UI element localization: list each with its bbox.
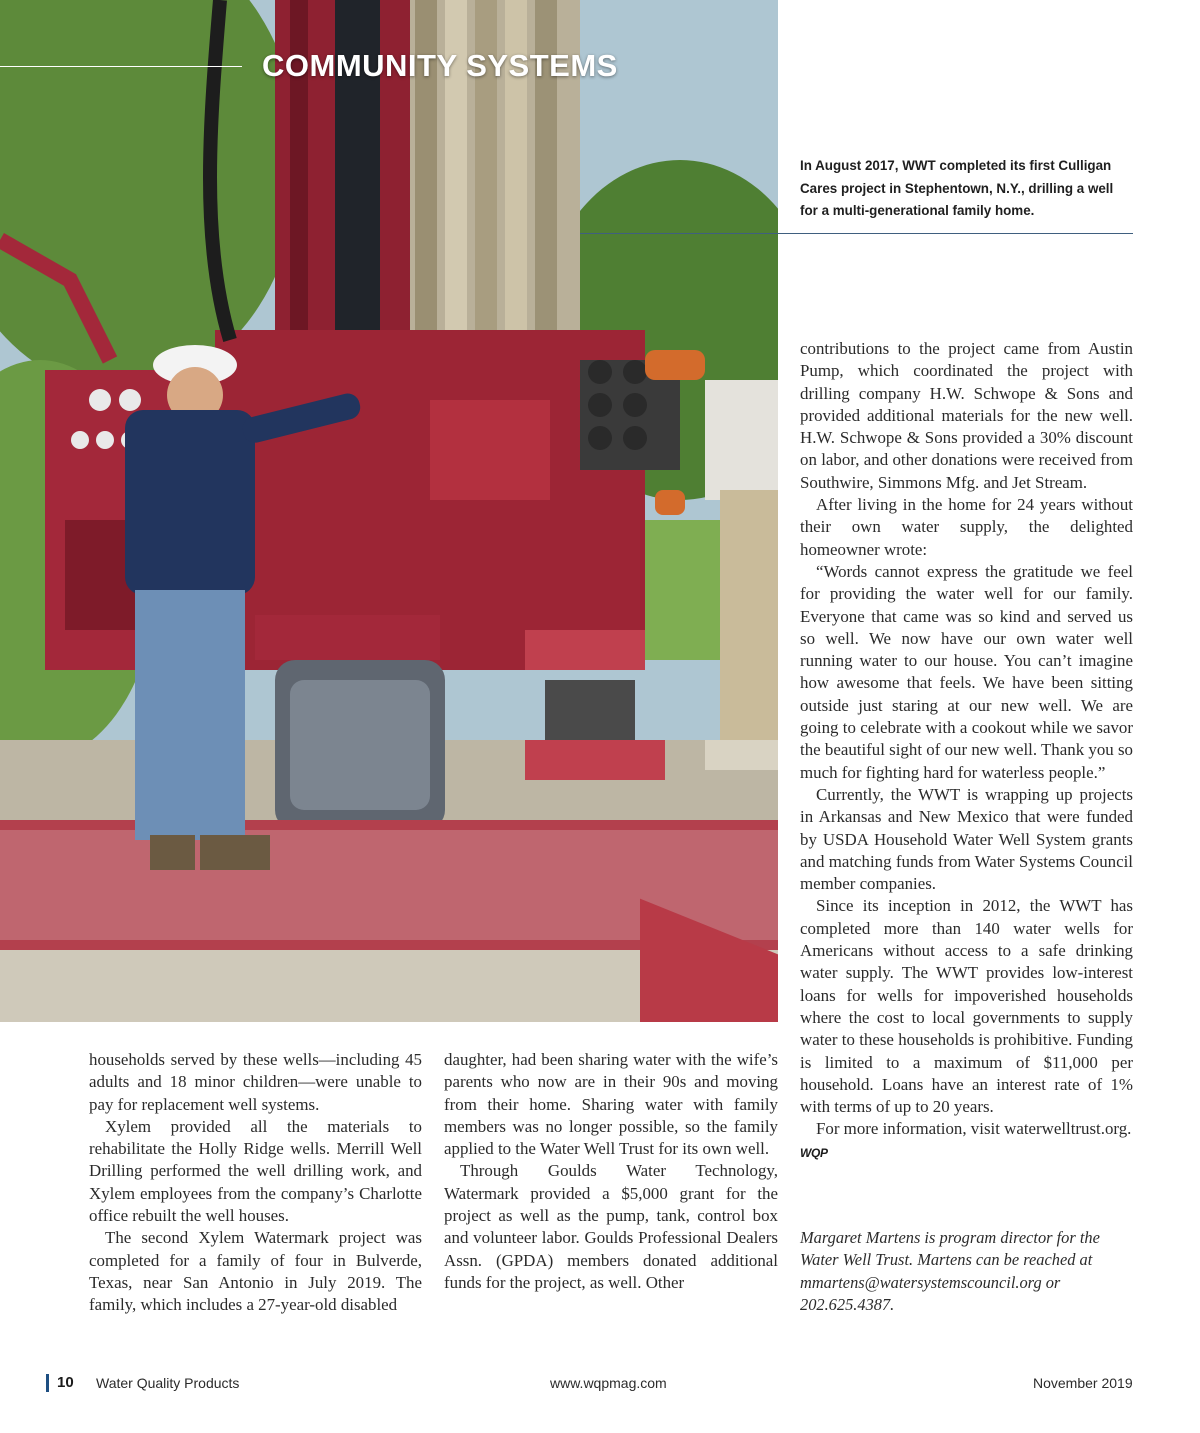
caption-rule [580,233,1133,234]
website-url: www.wqpmag.com [550,1375,667,1391]
closing-paragraph [800,1118,1133,1164]
paragraph: Xylem provided all the materials to rehabilitate the Holly Ridge wells. Merrill Well Drilling performed the well drilling work, and Xylem employees from the company’s Charlotte office rebuilt the well houses. [89,1116,422,1226]
section-title: COMMUNITY SYSTEMS [262,48,618,83]
article-column-1 [89,1049,422,1317]
quote-paragraph: “Words cannot express the gratitude we feel for providing the water well for our family. Everyone that came was so kind and served us so well. We now have our own water well running water to our house. You can’t imagine how awesome that feels. We have been sitting outside just staring at our new well. We are going to celebrate with a cookout while we savor the beautiful sight of our new well. Thank you so much for fighting hard for waterless people.” [800,561,1133,782]
paragraph: After living in the home for 24 years without their own water supply, the delighted homeowner wrote: [800,495,1133,559]
author-bio: Margaret Martens is program director for the Water Well Trust. Martens can be reached at mmartens@watersystemscouncil.org or 202.625.4387. [800,1228,1100,1315]
paragraph: Since its inception in 2012, the WWT has completed more than 140 water wells for Americans without access to a safe drinking water supply. The WWT provides low-interest loans for wells for impoverished households where the cost to local governments to supply water to these households is prohibitive. Funding is limited to a maximum of $11,000 per household. Loans have an interest rate of 1% with terms of up to 20 years. [800,896,1133,1117]
photo-caption: In August 2017, WWT completed its first Culligan Cares project in Stephentown, N.Y., drilling a well for a multi-generational family home. [800,158,1114,218]
article-column-2 [444,1049,778,1294]
paragraph: Currently, the WWT is wrapping up projects in Arkansas and New Mexico that were funded by USDA Household Water Well System grants and matching funds from Water Systems Council member companies. [800,784,1133,894]
paragraph: households served by these wells—including 45 adults and 18 minor children—were unable to pay for replacement well systems. [89,1050,422,1114]
article-column-3 [800,338,1133,1164]
paragraph: The second Xylem Watermark project was completed for a family of four in Bulverde, Texas, near San Antonio in July 2019. The family, which includes a 27-year-old disabled [89,1228,422,1315]
section-rule [0,66,242,67]
issue-date: November 2019 [1033,1375,1133,1391]
footer-accent-bar [46,1374,49,1392]
closing-text: For more information, visit waterwelltrust.org. [816,1119,1132,1139]
paragraph: daughter, had been sharing water with the wife’s parents who now are in their 90s and moving from their home. Sharing water with family members was no longer possible, so the family applied to the Water Well Trust for its own well. [444,1050,778,1159]
paragraph: contributions to the project came from Austin Pump, which coordinated the project with drilling company H.W. Schwope & Sons and provided additional materials for the new well. H.W. Schwope & Sons provided a 30% discount on labor, and other donations were received from Southwire, Simmons Mfg. and Jet Stream. [800,339,1133,492]
publication-name: Water Quality Products [96,1375,240,1391]
feature-photo [0,0,778,1022]
drill-rig-illustration [0,0,778,1022]
wqp-end-logo: WQP [800,1145,828,1160]
paragraph: Through Goulds Water Technology, Watermark provided a $5,000 grant for the project as well as the pump, tank, control box and volunteer labor. Goulds Professional Dealers Assn. (GPDA) members donated additional funds for the project, as well. Other [444,1161,778,1292]
page-number: 10 [57,1374,74,1391]
